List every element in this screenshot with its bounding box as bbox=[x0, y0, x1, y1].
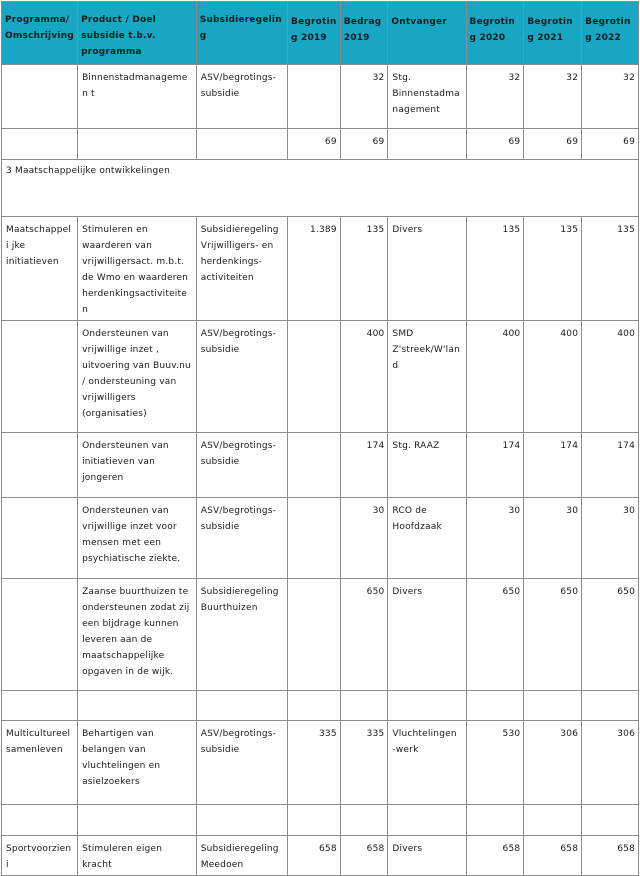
begroting-2019-cell bbox=[288, 805, 341, 836]
begroting-2021-cell: 32 bbox=[524, 65, 582, 129]
ontvanger-cell: Divers bbox=[388, 579, 466, 691]
ontvanger-cell: Stg. RAAZ bbox=[388, 433, 466, 498]
begroting-2019-cell: 658 bbox=[288, 836, 341, 876]
bedrag-2019-cell: 135 bbox=[340, 217, 388, 321]
begroting-2020-cell: 69 bbox=[466, 129, 524, 160]
begroting-2022-cell bbox=[582, 691, 639, 721]
begroting-2020-cell: 135 bbox=[466, 217, 524, 321]
table-row bbox=[2, 498, 639, 579]
bedrag-2019-cell: 400 bbox=[340, 321, 388, 433]
header-product: Product / Doel subsidie t.b.v. programma bbox=[78, 2, 197, 65]
header-subsidieregeling: Subsidieregeling bbox=[196, 2, 287, 65]
bedrag-2019-cell bbox=[340, 691, 388, 721]
ontvanger-cell bbox=[388, 691, 466, 721]
table-row bbox=[2, 721, 639, 805]
product-cell: Ondersteunen van vrijwillige inzet voor mensen met een psychiatische ziekte. bbox=[78, 498, 197, 579]
bedrag-2019-cell: 658 bbox=[340, 836, 388, 876]
begroting-2019-cell bbox=[288, 498, 341, 579]
bedrag-2019-cell: 650 bbox=[340, 579, 388, 691]
begroting-2020-cell: 658 bbox=[466, 836, 524, 876]
begroting-2021-cell: 30 bbox=[524, 498, 582, 579]
header-programma: Programma/ Omschrijving bbox=[2, 2, 78, 65]
programma-cell bbox=[2, 691, 78, 721]
begroting-2019-cell bbox=[288, 579, 341, 691]
product-cell: Stimuleren eigen kracht bbox=[78, 836, 197, 876]
begroting-2020-cell: 650 bbox=[466, 579, 524, 691]
product-cell: Stimuleren en waarderen van vrijwilligersact. m.b.t. de Wmo en waarderen herdenkingsactiviteiten bbox=[78, 217, 197, 321]
section-title: 3 Maatschappelijke ontwikkelingen bbox=[2, 160, 639, 217]
subsidieregeling-cell: ASV/begrotings-subsidie bbox=[196, 498, 287, 579]
subsidieregeling-cell bbox=[196, 805, 287, 836]
begroting-2022-cell bbox=[582, 805, 639, 836]
ontvanger-cell: RCO de Hoofdzaak bbox=[388, 498, 466, 579]
subsidieregeling-cell: Subsidieregeling Meedoen bbox=[196, 836, 287, 876]
begroting-2019-cell bbox=[288, 65, 341, 129]
product-cell: Zaanse buurthuizen te ondersteunen zodat zij een bijdrage kunnen leveren aan de maatschappelijke opgaven in de wijk. bbox=[78, 579, 197, 691]
bedrag-2019-cell: 69 bbox=[340, 129, 388, 160]
product-cell: Binnenstadmanagemen t bbox=[78, 65, 197, 129]
begroting-2022-cell: 30 bbox=[582, 498, 639, 579]
header-ontvanger: Ontvanger bbox=[388, 2, 466, 65]
begroting-2021-cell bbox=[524, 805, 582, 836]
table-body bbox=[2, 65, 639, 876]
begroting-2019-cell bbox=[288, 433, 341, 498]
programma-cell bbox=[2, 321, 78, 433]
programma-cell bbox=[2, 498, 78, 579]
begroting-2021-cell: 174 bbox=[524, 433, 582, 498]
subsidieregeling-cell: ASV/begrotings-subsidie bbox=[196, 433, 287, 498]
table-row bbox=[2, 805, 639, 836]
subsidieregeling-cell bbox=[196, 691, 287, 721]
product-cell bbox=[78, 805, 197, 836]
begroting-2021-cell: 69 bbox=[524, 129, 582, 160]
begroting-2020-cell bbox=[466, 691, 524, 721]
begroting-2021-cell bbox=[524, 691, 582, 721]
header-begroting-2021: Begroting 2021 bbox=[524, 2, 582, 65]
begroting-2021-cell: 306 bbox=[524, 721, 582, 805]
ontvanger-cell: Stg. Binnenstadma nagement bbox=[388, 65, 466, 129]
subsidieregeling-cell: ASV/begrotings-subsidie bbox=[196, 721, 287, 805]
table-row bbox=[2, 65, 639, 129]
table-row bbox=[2, 321, 639, 433]
begroting-2022-cell: 658 bbox=[582, 836, 639, 876]
programma-cell: Sportvoorzieni bbox=[2, 836, 78, 876]
section-row bbox=[2, 160, 639, 217]
ontvanger-cell bbox=[388, 805, 466, 836]
subsidieregeling-cell: Subsidieregeling Buurthuizen bbox=[196, 579, 287, 691]
begroting-2021-cell: 135 bbox=[524, 217, 582, 321]
subsidieregeling-cell: Subsidieregeling Vrijwilligers- en herdenkings-activiteiten bbox=[196, 217, 287, 321]
table-row bbox=[2, 836, 639, 876]
product-cell: Ondersteunen van initiatieven van jongeren bbox=[78, 433, 197, 498]
bedrag-2019-cell: 174 bbox=[340, 433, 388, 498]
begroting-2020-cell: 174 bbox=[466, 433, 524, 498]
programma-cell: Multicultureel samenleven bbox=[2, 721, 78, 805]
begroting-2019-cell: 335 bbox=[288, 721, 341, 805]
header-begroting-2019: Begroting 2019 bbox=[288, 2, 341, 65]
ontvanger-cell: Divers bbox=[388, 836, 466, 876]
product-cell bbox=[78, 129, 197, 160]
begroting-2019-cell bbox=[288, 691, 341, 721]
begroting-2021-cell: 400 bbox=[524, 321, 582, 433]
subsidieregeling-cell bbox=[196, 129, 287, 160]
begroting-2022-cell: 400 bbox=[582, 321, 639, 433]
begroting-2019-cell: 1.389 bbox=[288, 217, 341, 321]
begroting-2020-cell: 32 bbox=[466, 65, 524, 129]
header-begroting-2020: Begroting 2020 bbox=[466, 2, 524, 65]
begroting-2022-cell: 174 bbox=[582, 433, 639, 498]
header-bedrag-2019: Bedrag 2019 bbox=[340, 2, 388, 65]
begroting-2022-cell: 306 bbox=[582, 721, 639, 805]
begroting-2022-cell: 32 bbox=[582, 65, 639, 129]
begroting-2020-cell bbox=[466, 805, 524, 836]
begroting-2019-cell bbox=[288, 321, 341, 433]
product-cell bbox=[78, 691, 197, 721]
subsidieregeling-cell: ASV/begrotings-subsidie bbox=[196, 65, 287, 129]
bedrag-2019-cell bbox=[340, 805, 388, 836]
table-row bbox=[2, 217, 639, 321]
header-begroting-2022: Begroting 2022 bbox=[582, 2, 639, 65]
bedrag-2019-cell: 32 bbox=[340, 65, 388, 129]
programma-cell: Maatschappeli jke initiatieven bbox=[2, 217, 78, 321]
subsidieregeling-cell: ASV/begrotings-subsidie bbox=[196, 321, 287, 433]
begroting-2022-cell: 650 bbox=[582, 579, 639, 691]
begroting-2020-cell: 400 bbox=[466, 321, 524, 433]
ontvanger-cell: Vluchtelingen -werk bbox=[388, 721, 466, 805]
table-row bbox=[2, 579, 639, 691]
programma-cell bbox=[2, 579, 78, 691]
ontvanger-cell: Divers bbox=[388, 217, 466, 321]
begroting-2022-cell: 69 bbox=[582, 129, 639, 160]
programma-cell bbox=[2, 805, 78, 836]
begroting-2019-cell: 69 bbox=[288, 129, 341, 160]
table-row bbox=[2, 129, 639, 160]
programma-cell bbox=[2, 433, 78, 498]
ontvanger-cell: SMD Z'streek/W'lan d bbox=[388, 321, 466, 433]
bedrag-2019-cell: 335 bbox=[340, 721, 388, 805]
begroting-2021-cell: 650 bbox=[524, 579, 582, 691]
table-row bbox=[2, 691, 639, 721]
table-header-row bbox=[2, 2, 639, 65]
programma-cell bbox=[2, 129, 78, 160]
begroting-2021-cell: 658 bbox=[524, 836, 582, 876]
subsidy-table bbox=[1, 1, 639, 876]
begroting-2022-cell: 135 bbox=[582, 217, 639, 321]
programma-cell bbox=[2, 65, 78, 129]
begroting-2020-cell: 30 bbox=[466, 498, 524, 579]
product-cell: Behartigen van belangen van vluchtelingen en asielzoekers bbox=[78, 721, 197, 805]
bedrag-2019-cell: 30 bbox=[340, 498, 388, 579]
ontvanger-cell bbox=[388, 129, 466, 160]
product-cell: Ondersteunen van vrijwillige inzet , uitvoering van Buuv.nu / ondersteuning van vrijwilligers (organisaties) bbox=[78, 321, 197, 433]
table-row bbox=[2, 433, 639, 498]
begroting-2020-cell: 530 bbox=[466, 721, 524, 805]
